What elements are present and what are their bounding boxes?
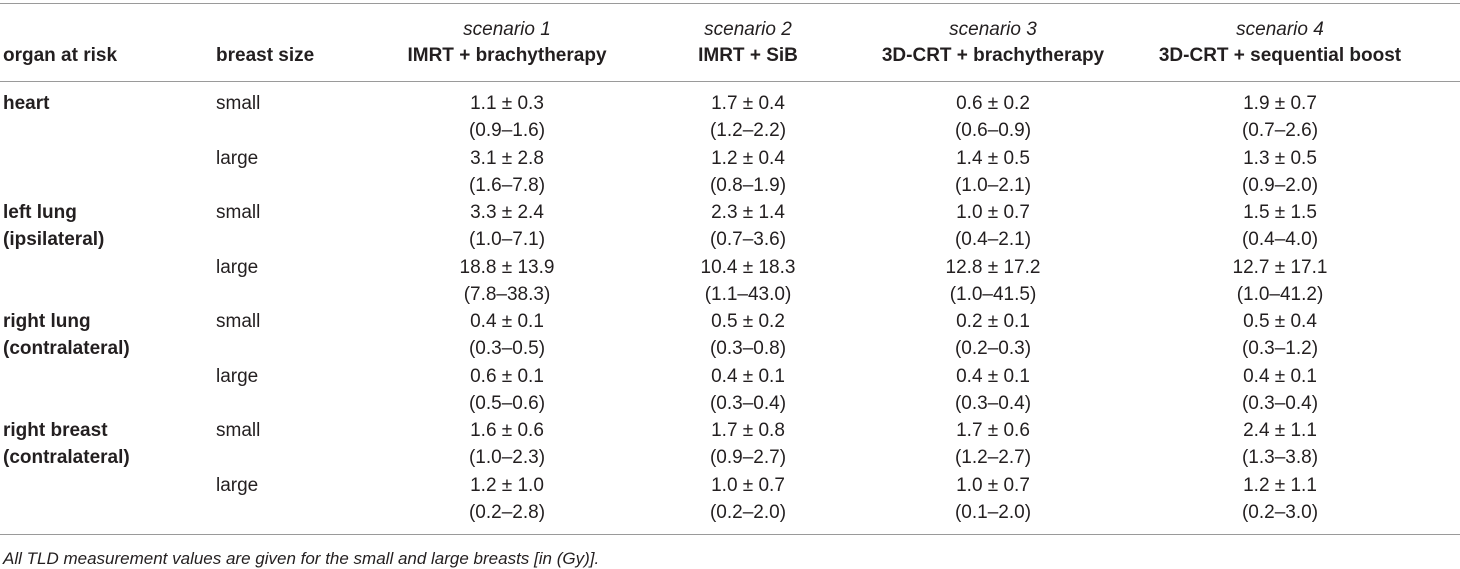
mean-sd-value: 1.7 ± 0.4 — [711, 93, 785, 114]
range-value: (0.3–0.8) — [709, 338, 787, 359]
range-value: (0.7–2.6) — [1241, 120, 1319, 141]
breast-size-cell: small — [216, 311, 261, 332]
mean-sd-value: 1.4 ± 0.5 — [956, 147, 1030, 169]
range-value: (1.3–3.8) — [1241, 447, 1319, 468]
range-value: (1.1–43.0) — [704, 283, 792, 305]
mean-sd-value: 0.5 ± 0.2 — [711, 311, 785, 332]
range-value: (0.4–4.0) — [1241, 229, 1319, 250]
range-value: (0.9–1.6) — [468, 120, 546, 141]
header-scenario-3-name: 3D-CRT + brachytherapy — [881, 45, 1105, 66]
mean-sd-value: 0.4 ± 0.1 — [956, 365, 1030, 387]
organ-label: right breast — [3, 420, 108, 441]
range-value: (1.0–41.5) — [949, 283, 1037, 305]
header-organ-at-risk: organ at risk — [3, 45, 118, 66]
breast-size-cell: large — [216, 256, 259, 278]
mean-sd-value: 1.0 ± 0.7 — [711, 474, 785, 496]
mean-sd-value: 1.7 ± 0.8 — [711, 420, 785, 441]
organ-label: (contralateral) — [3, 338, 130, 359]
range-value: (1.0–7.1) — [468, 229, 546, 250]
mean-sd-value: 2.3 ± 1.4 — [711, 202, 785, 223]
mean-sd-value: 1.3 ± 0.5 — [1243, 147, 1317, 169]
mean-sd-value: 1.2 ± 1.0 — [470, 474, 544, 496]
range-value: (0.3–0.5) — [468, 338, 546, 359]
mean-sd-value: 1.6 ± 0.6 — [470, 420, 544, 441]
breast-size-cell: small — [216, 93, 261, 114]
mean-sd-value: 1.1 ± 0.3 — [470, 93, 544, 114]
mean-sd-value: 3.1 ± 2.8 — [470, 147, 544, 169]
range-value: (1.0–41.2) — [1236, 283, 1324, 305]
range-value: (0.3–1.2) — [1241, 338, 1319, 359]
mean-sd-value: 1.0 ± 0.7 — [956, 474, 1030, 496]
mean-sd-value: 1.0 ± 0.7 — [956, 202, 1030, 223]
mean-sd-value: 0.4 ± 0.1 — [711, 365, 785, 387]
mean-sd-value: 0.6 ± 0.1 — [470, 365, 544, 387]
organ-label: left lung — [3, 202, 77, 223]
mean-sd-value: 12.7 ± 17.1 — [1232, 256, 1328, 278]
range-value: (0.9–2.0) — [1241, 174, 1319, 196]
mean-sd-value: 3.3 ± 2.4 — [470, 202, 544, 223]
breast-size-cell: small — [216, 202, 261, 223]
range-value: (1.0–2.1) — [954, 174, 1032, 196]
range-value: (0.4–2.1) — [954, 229, 1032, 250]
range-value: (1.2–2.7) — [954, 447, 1032, 468]
mean-sd-value: 18.8 ± 13.9 — [459, 256, 555, 278]
bottom-rule — [0, 534, 1460, 535]
range-value: (0.2–3.0) — [1241, 501, 1319, 523]
header-scenario-3-sub: scenario 3 — [949, 19, 1037, 40]
range-value: (1.6–7.8) — [468, 174, 546, 196]
header-rule — [0, 81, 1460, 82]
header-scenario-1-name: IMRT + brachytherapy — [407, 45, 607, 66]
breast-size-cell: large — [216, 365, 259, 387]
mean-sd-value: 1.5 ± 1.5 — [1243, 202, 1317, 223]
range-value: (0.7–3.6) — [709, 229, 787, 250]
range-value: (0.2–2.8) — [468, 501, 546, 523]
breast-size-cell: small — [216, 420, 261, 441]
range-value: (1.0–2.3) — [468, 447, 546, 468]
organ-label: right lung — [3, 311, 91, 332]
range-value: (0.3–0.4) — [709, 392, 787, 414]
range-value: (0.2–0.3) — [954, 338, 1032, 359]
range-value: (0.3–0.4) — [1241, 392, 1319, 414]
organ-label: heart — [3, 93, 50, 114]
mean-sd-value: 1.2 ± 1.1 — [1243, 474, 1317, 496]
header-scenario-4-name: 3D-CRT + sequential boost — [1158, 45, 1402, 66]
mean-sd-value: 10.4 ± 18.3 — [700, 256, 796, 278]
header-breast-size: breast size — [216, 45, 315, 66]
mean-sd-value: 0.5 ± 0.4 — [1243, 311, 1317, 332]
range-value: (0.1–2.0) — [954, 501, 1032, 523]
mean-sd-value: 0.4 ± 0.1 — [470, 311, 544, 332]
mean-sd-value: 1.7 ± 0.6 — [956, 420, 1030, 441]
header-scenario-2-sub: scenario 2 — [704, 19, 792, 40]
mean-sd-value: 12.8 ± 17.2 — [945, 256, 1041, 278]
range-value: (7.8–38.3) — [463, 283, 551, 305]
top-rule — [0, 3, 1460, 4]
breast-size-cell: large — [216, 147, 259, 169]
breast-size-cell: large — [216, 474, 259, 496]
header-scenario-1-sub: scenario 1 — [463, 19, 551, 40]
mean-sd-value: 0.4 ± 0.1 — [1243, 365, 1317, 387]
table-footnote: All TLD measurement values are given for the small and large breasts [in (Gy)]. — [3, 549, 600, 568]
mean-sd-value: 0.6 ± 0.2 — [956, 93, 1030, 114]
header-scenario-2-name: IMRT + SiB — [698, 45, 798, 66]
range-value: (0.6–0.9) — [954, 120, 1032, 141]
range-value: (0.8–1.9) — [709, 174, 787, 196]
range-value: (0.5–0.6) — [468, 392, 546, 414]
range-value: (0.2–2.0) — [709, 501, 787, 523]
mean-sd-value: 2.4 ± 1.1 — [1243, 420, 1317, 441]
mean-sd-value: 1.9 ± 0.7 — [1243, 93, 1317, 114]
range-value: (1.2–2.2) — [709, 120, 787, 141]
organ-label: (ipsilateral) — [3, 229, 105, 250]
range-value: (0.9–2.7) — [709, 447, 787, 468]
header-scenario-4-sub: scenario 4 — [1236, 19, 1324, 40]
mean-sd-value: 0.2 ± 0.1 — [956, 311, 1030, 332]
organ-label: (contralateral) — [3, 447, 130, 468]
range-value: (0.3–0.4) — [954, 392, 1032, 414]
mean-sd-value: 1.2 ± 0.4 — [711, 147, 785, 169]
